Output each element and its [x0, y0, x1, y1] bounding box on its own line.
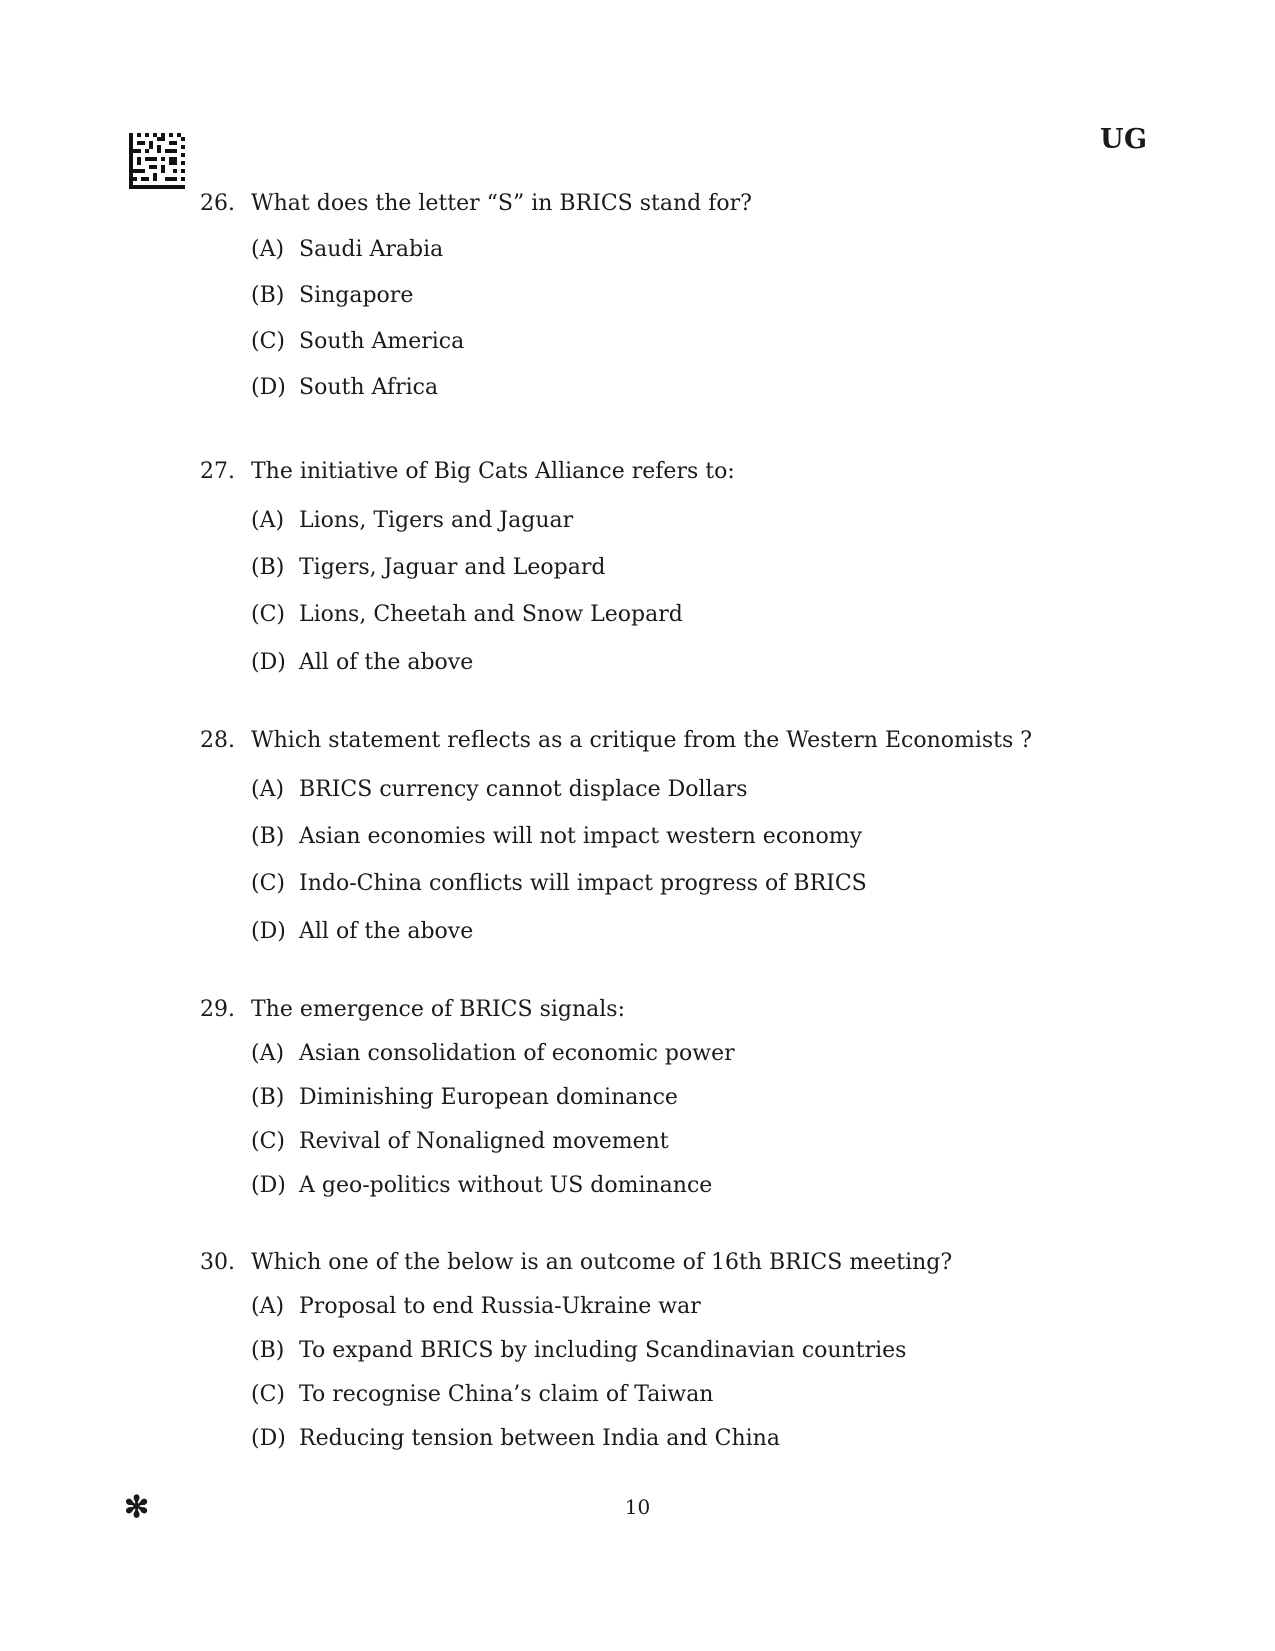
question-number: 28. [200, 728, 235, 753]
option-label: (C) [251, 1129, 285, 1154]
option-label: (D) [251, 1426, 286, 1451]
paper-code-label: UG [1100, 124, 1148, 155]
option-text: South America [299, 329, 465, 354]
question-number: 26. [200, 191, 235, 216]
asterisk-icon: ✻ [124, 1490, 150, 1525]
option-text: Asian economies will not impact western economy [299, 824, 863, 849]
page-number [0, 1495, 1275, 1519]
option-text: All of the above [299, 650, 474, 675]
question-text: The emergence of BRICS signals: [251, 997, 626, 1022]
option-label: (A) [251, 1041, 285, 1066]
option-text: Diminishing European dominance [299, 1085, 678, 1110]
option-label: (A) [251, 237, 285, 262]
option-text: Revival of Nonaligned movement [299, 1129, 669, 1154]
qr-code [129, 133, 185, 189]
page-number-text: 10 [624, 1495, 651, 1519]
option-label: (A) [251, 777, 285, 802]
option-label: (D) [251, 919, 286, 944]
question-text: What does the letter “S” in BRICS stand for? [251, 191, 752, 216]
option-text: Tigers, Jaguar and Leopard [299, 555, 606, 580]
option-text: Reducing tension between India and China [299, 1426, 780, 1451]
option-label: (C) [251, 329, 285, 354]
option-text: Asian consolidation of economic power [299, 1041, 735, 1066]
option-label: (C) [251, 602, 285, 627]
option-label: (B) [251, 1085, 285, 1110]
option-text: South Africa [299, 375, 439, 400]
option-text: A geo-politics without US dominance [299, 1173, 713, 1198]
option-text: Singapore [299, 283, 414, 308]
question-number: 30. [200, 1250, 235, 1275]
option-label: (D) [251, 650, 286, 675]
question-text: Which statement reflects as a critique from the Western Economists ? [251, 728, 1033, 753]
question-text: The initiative of Big Cats Alliance refers to: [251, 459, 735, 484]
option-label: (B) [251, 1338, 285, 1363]
option-text: All of the above [299, 919, 474, 944]
option-text: To expand BRICS by including Scandinavian countries [299, 1338, 907, 1363]
option-text: Lions, Cheetah and Snow Leopard [299, 602, 683, 627]
option-label: (D) [251, 375, 286, 400]
option-label: (D) [251, 1173, 286, 1198]
option-text: Saudi Arabia [299, 237, 444, 262]
question-number: 27. [200, 459, 235, 484]
question-number: 29. [200, 997, 235, 1022]
option-label: (A) [251, 508, 285, 533]
option-label: (A) [251, 1294, 285, 1319]
option-label: (B) [251, 824, 285, 849]
question-text: Which one of the below is an outcome of 16th BRICS meeting? [251, 1250, 953, 1275]
option-text: BRICS currency cannot displace Dollars [299, 777, 748, 802]
option-text: To recognise China’s claim of Taiwan [299, 1382, 714, 1407]
option-text: Proposal to end Russia-Ukraine war [299, 1294, 701, 1319]
option-text: Indo-China conflicts will impact progress of BRICS [299, 871, 867, 896]
option-label: (C) [251, 871, 285, 896]
option-text: Lions, Tigers and Jaguar [299, 508, 574, 533]
option-label: (C) [251, 1382, 285, 1407]
option-label: (B) [251, 283, 285, 308]
option-label: (B) [251, 555, 285, 580]
